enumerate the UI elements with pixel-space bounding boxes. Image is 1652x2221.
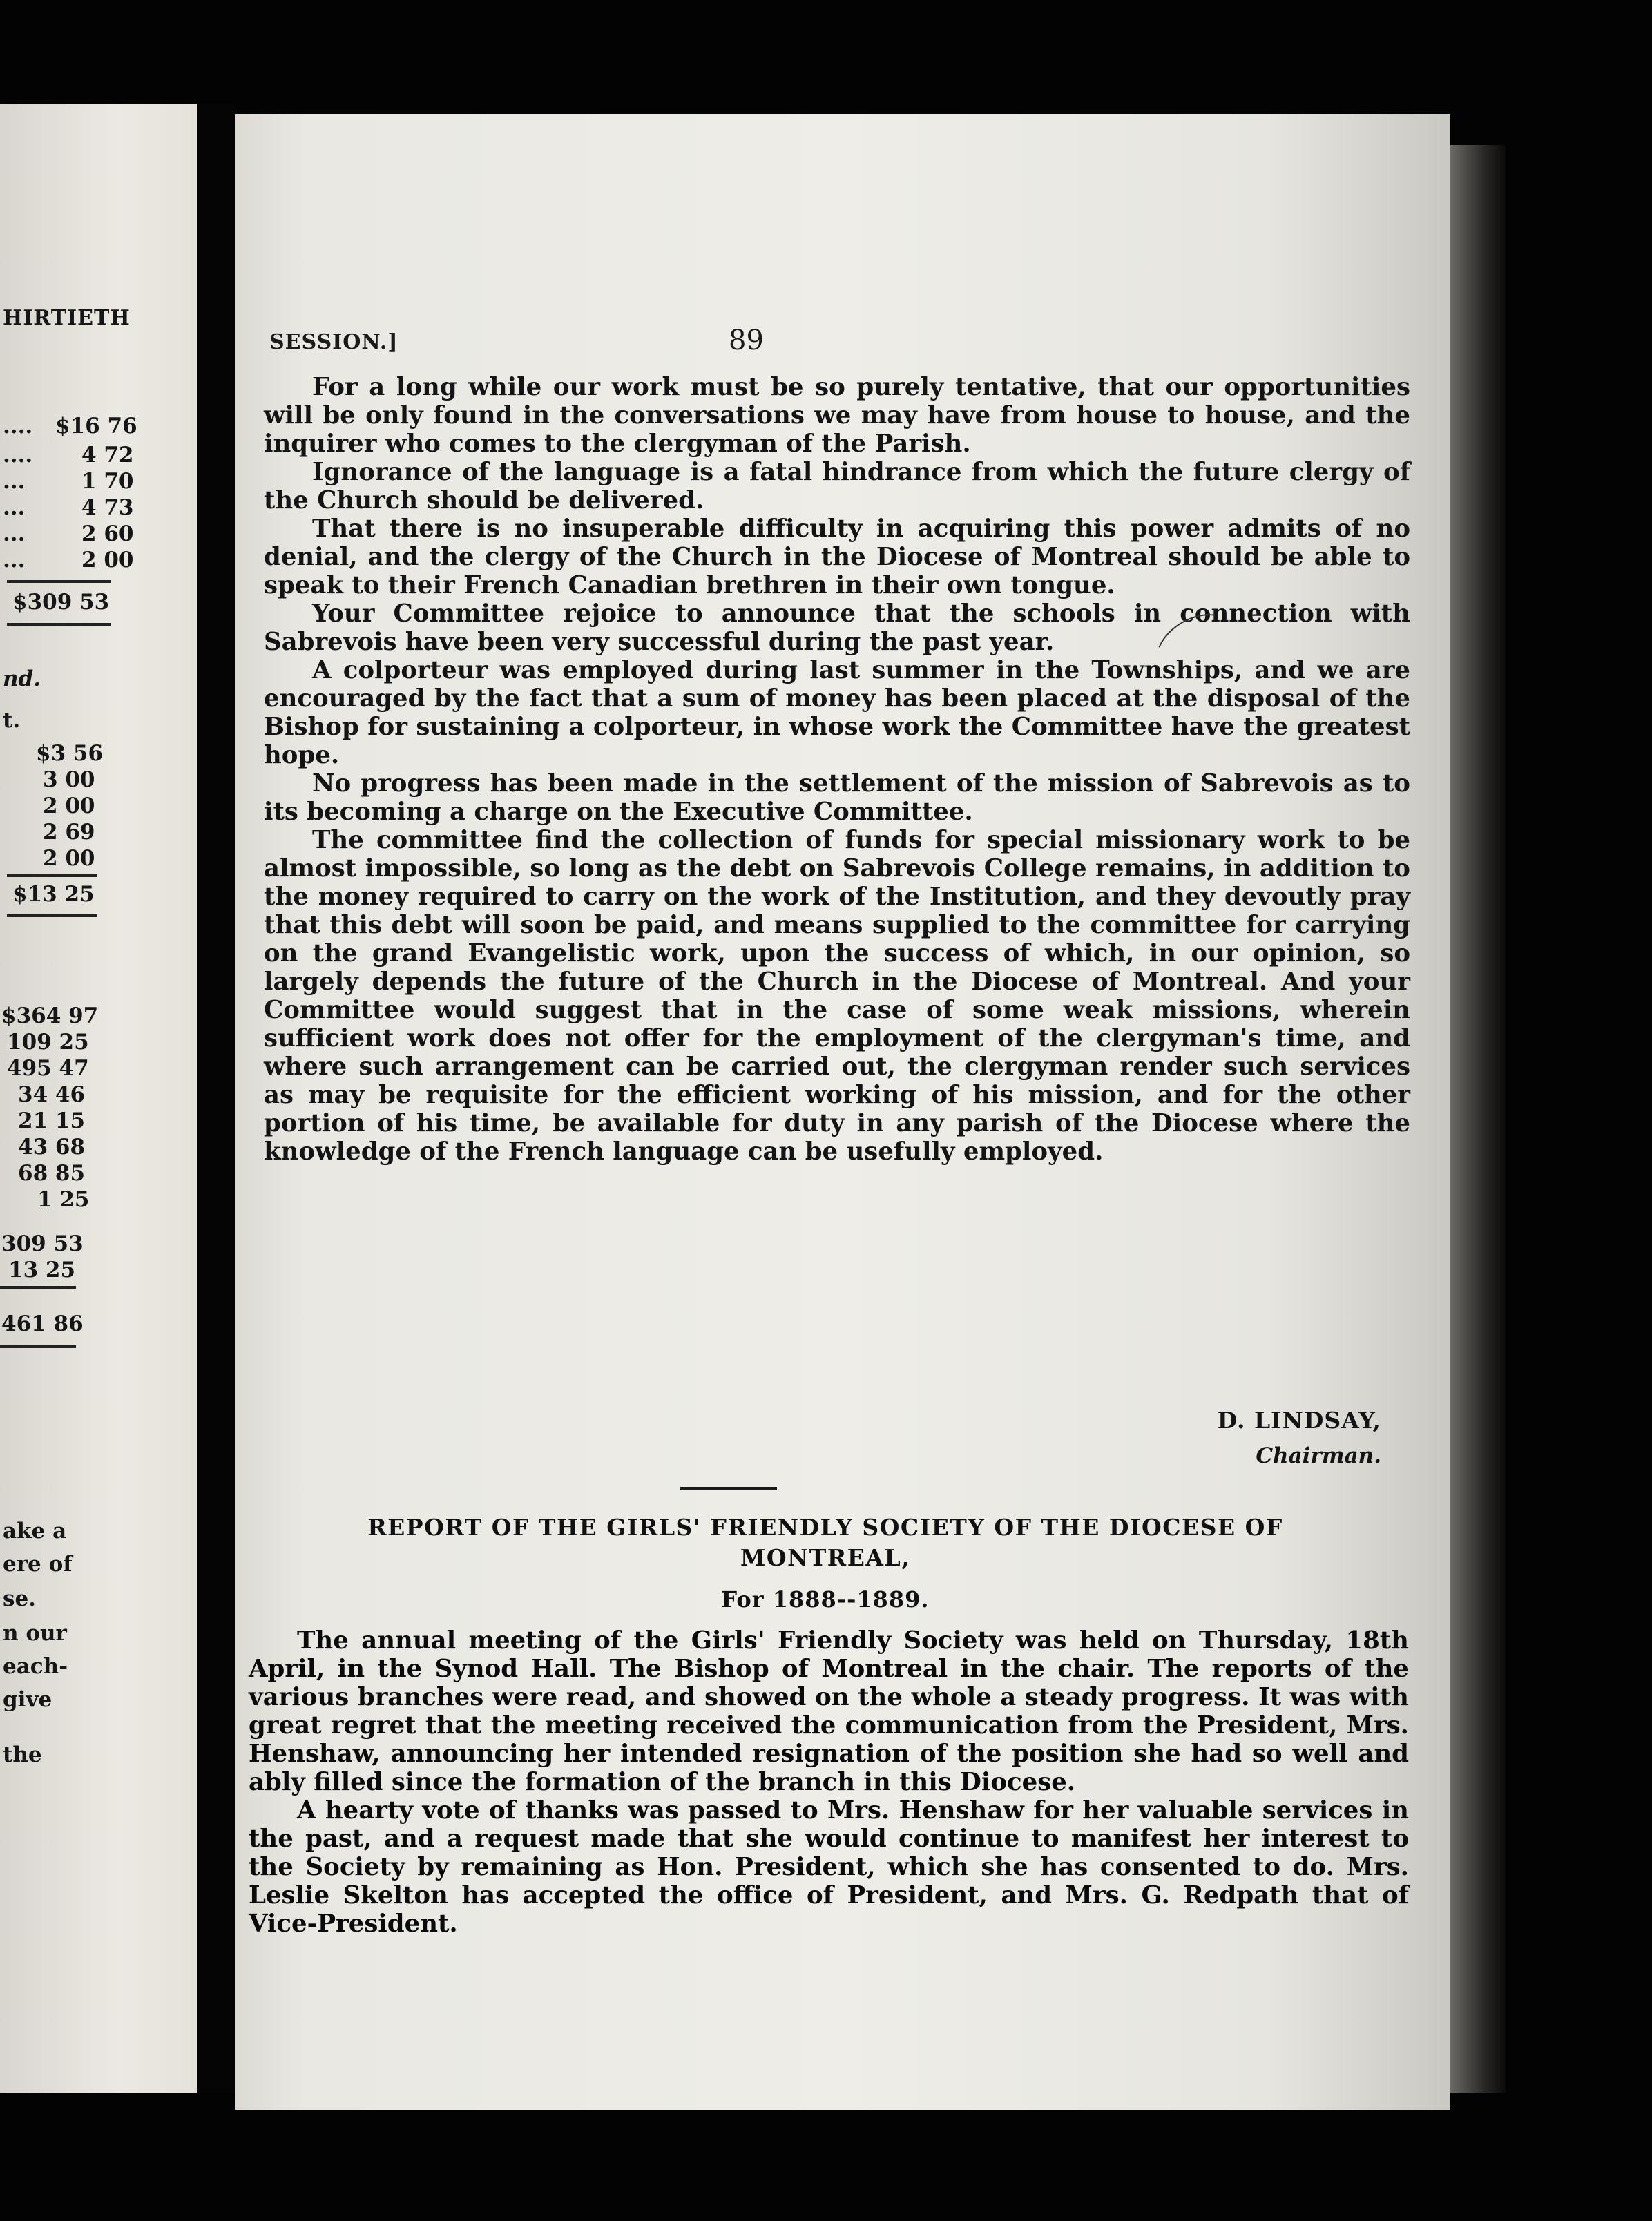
amount: 2 69: [43, 820, 95, 845]
leader-dots: ....: [3, 443, 33, 468]
book-gutter: [197, 104, 235, 2093]
sum-rule: [7, 580, 111, 583]
paragraph: Ignorance of the language is a fatal hindrance from which the future clergy of the Church should be delivered.: [264, 458, 1410, 515]
amount: 34 46: [18, 1082, 86, 1107]
running-head-session: SESSION.]: [269, 330, 398, 354]
text-fragment: ake a: [3, 1519, 67, 1544]
heading-line: MONTREAL,: [740, 1544, 911, 1571]
paragraph: No progress has been made in the settlement of the mission of Sabrevois as to its becoming a charge on the Executive Committee.: [264, 769, 1410, 826]
amount: 2 00: [43, 794, 95, 818]
signatory-title: Chairman.: [1256, 1443, 1381, 1468]
paragraph: A colporteur was employed during last summer in the Townships, and we are encouraged by the fact that a sum of money has been placed at the disposal of the Bishop for sustaining a colporteur, in whose work the Committee have the greatest hope.: [264, 656, 1410, 769]
gfs-report-heading: [242, 1512, 1409, 1573]
amount: 43 68: [18, 1135, 86, 1160]
page-number: 89: [729, 325, 764, 356]
sum-rule: [7, 914, 97, 917]
text-fragment: se.: [3, 1586, 36, 1611]
amount: 495 47: [7, 1056, 89, 1081]
leader-dots: ...: [3, 469, 26, 494]
left-page-header: HIRTIETH: [3, 306, 131, 330]
amount: 13 25: [8, 1258, 76, 1282]
leader-dots: ...: [3, 495, 26, 520]
text-fragment: nd.: [3, 666, 41, 691]
paragraph: The committee find the collection of funds for special missionary work to be almost impossible, so long as the debt on Sabrevois College remains, in addition to the money required to carry on the work of the Institution, and they devoutly pray that this debt will soon be paid, and means supplied to the committee for carrying on the grand Evangelistic work, upon the success of which, in our opinion, so largely depends the future of the Church in the Diocese of Montreal. And your Committee would suggest that in the case of some weak missions, wherein sufficient work does not offer for the employment of the clergyman's time, and where such arrangement can be carried out, the clergyman render such services as may be requisite for the efficient working of his mission, and for the other portion of his time, be available for duty in any parish of the Diocese where the knowledge of the French language can be usefully employed.: [264, 826, 1410, 1166]
amount: $364 97: [1, 1003, 99, 1028]
amount: 1 25: [37, 1187, 90, 1212]
paragraph: Your Committee rejoice to announce that the schools in connection with Sabrevois have been very successful during the past year.: [264, 599, 1410, 656]
amount: 68 85: [18, 1161, 86, 1186]
paragraph: A hearty vote of thanks was passed to Mrs. Henshaw for her valuable services in the past, and a request made that she would continue to manifest her interest to the Society by remaining as Hon. President, which she has consented to do. Mrs. Leslie Skelton has accepted the office of President, and Mrs. G. Redpath that of Vice-President.: [249, 1796, 1409, 1938]
heading-line: REPORT OF THE GIRLS' FRIENDLY SOCIETY OF THE DIOCESE OF: [367, 1514, 1283, 1541]
text-fragment: n our: [3, 1621, 67, 1646]
amount: 4 72: [81, 443, 134, 468]
amount: 4 73: [81, 495, 134, 520]
paragraph: The annual meeting of the Girls' Friendly Society was held on Thursday, 18th April, in the Synod Hall. The Bishop of Montreal in the chair. The reports of the various branches were read, and showed on the whole a steady progress. It was with great regret that the meeting received the communication from the President, Mrs. Henshaw, announcing her intended resignation of the position she had so well and ably filled since the formation of the branch in this Diocese.: [249, 1626, 1409, 1796]
gfs-report-period: For 1888--1889.: [721, 1586, 930, 1613]
paragraph: For a long while our work must be so purely tentative, that our opportunities will be only found in the conversations we may have from house to house, and the inquirer who comes to the clergyman of the Parish.: [264, 373, 1410, 458]
amount: 2 00: [81, 548, 134, 573]
committee-report-body: [264, 373, 1410, 1166]
text-fragment: give: [3, 1687, 52, 1712]
left-facing-page: [0, 104, 197, 2093]
amount: 3 00: [43, 767, 95, 792]
sum-rule: [0, 1345, 76, 1348]
paragraph: That there is no insuperable difficulty in acquiring this power admits of no denial, and the clergy of the Church in the Diocese of Montreal should be able to speak to their French Canadian brethren in their own tongue.: [264, 515, 1410, 599]
gfs-report-body: [249, 1626, 1409, 1938]
text-fragment: each-: [3, 1654, 68, 1679]
sum-rule: [7, 874, 97, 877]
amount: 21 15: [18, 1108, 86, 1133]
amount: $3 56: [36, 741, 104, 766]
running-header: [269, 325, 1409, 359]
main-page: [235, 114, 1450, 2110]
text-fragment: the: [3, 1742, 42, 1767]
page-edge-shadow: [1450, 145, 1506, 2093]
text-fragment: t.: [3, 708, 21, 733]
amount: 1 70: [81, 469, 134, 494]
signatory-name: D. LINDSAY,: [1217, 1407, 1381, 1434]
leader-dots: ....: [3, 414, 33, 439]
total: 461 86: [1, 1311, 84, 1336]
signature-block: [995, 1407, 1381, 1468]
sum-rule: [0, 1286, 76, 1289]
sum-rule: [7, 623, 111, 626]
amount: 109 25: [7, 1030, 89, 1055]
section-divider: [680, 1487, 777, 1490]
total: $13 25: [12, 882, 95, 907]
amount: $16 76: [55, 414, 137, 439]
leader-dots: ...: [3, 548, 26, 573]
amount: 2 00: [43, 846, 95, 871]
total: $309 53: [12, 590, 110, 615]
leader-dots: ...: [3, 521, 26, 546]
text-fragment: ere of: [3, 1552, 73, 1577]
amount: 2 60: [81, 521, 134, 546]
amount: 309 53: [1, 1231, 84, 1256]
